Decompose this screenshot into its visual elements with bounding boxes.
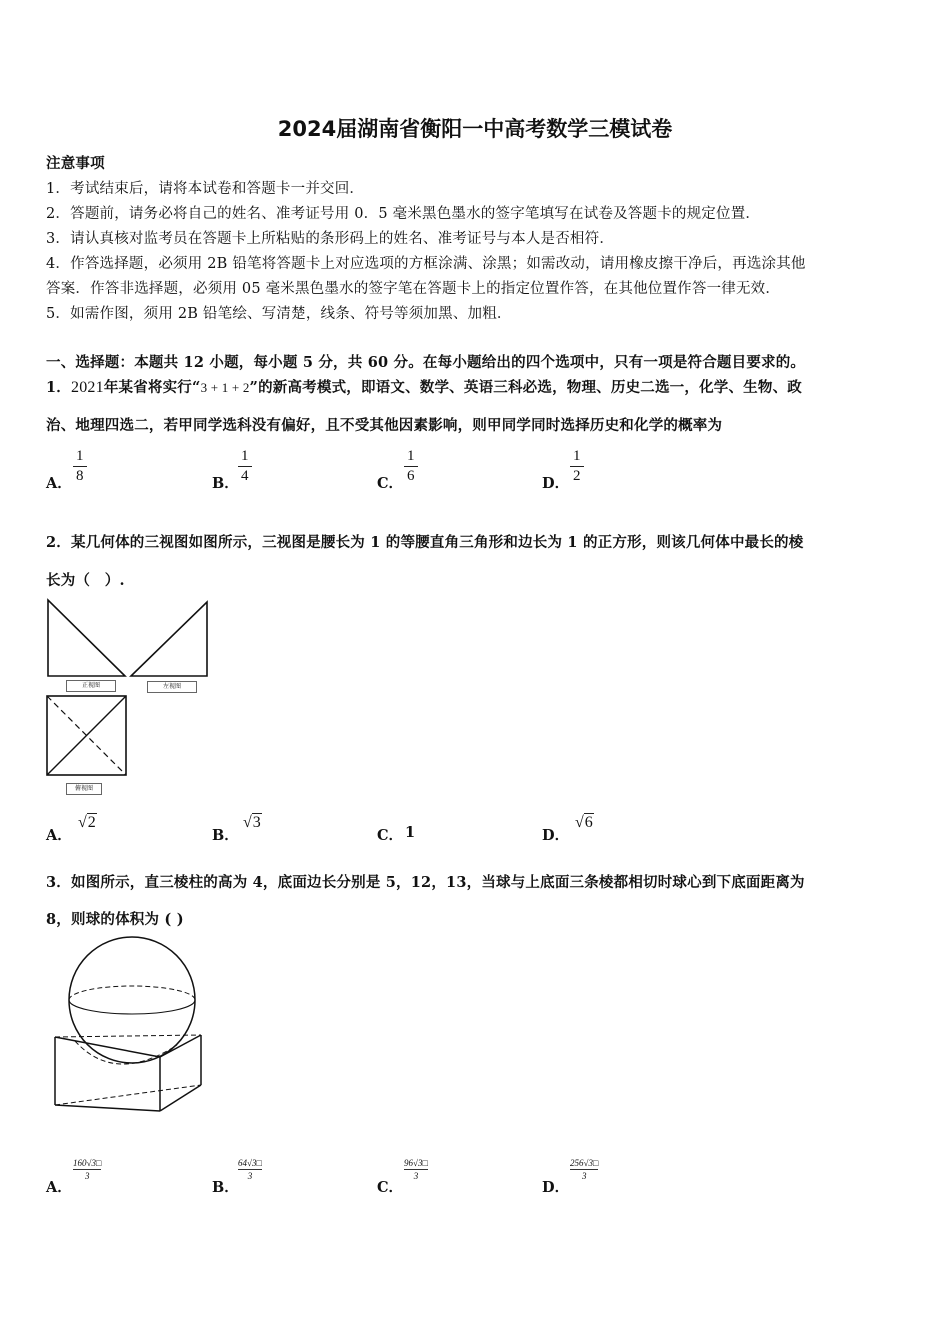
sphere-equator-back xyxy=(69,986,195,1000)
q3-option-d-label[interactable]: D． xyxy=(542,1179,570,1196)
q2-line2: 长为（ ）. xyxy=(46,572,125,589)
q1-formula: 3 + 1 + 2 xyxy=(200,380,250,395)
q3-option-c-num: 96√3□ xyxy=(404,1158,428,1168)
q3-option-b-den: 3 xyxy=(247,1171,253,1181)
q1-text-a: 年某省将实行“ xyxy=(103,379,201,396)
prism-sphere-diagram xyxy=(45,935,215,1115)
q1-option-a-label[interactable]: A． xyxy=(46,475,72,492)
q3-option-c-fraction xyxy=(404,1158,428,1181)
q3-option-b-label[interactable]: B． xyxy=(212,1179,239,1196)
q3-option-c-label[interactable]: C． xyxy=(377,1179,404,1196)
q1-option-a-den: 8 xyxy=(76,468,84,484)
q2-option-a-value: √2 xyxy=(78,814,96,831)
side-view-triangle xyxy=(131,602,207,676)
q1-option-b-fraction xyxy=(238,448,252,485)
q3-line1: 3．如图所示，直三棱柱的高为 4，底面边长分别是 5，12，13，当球与上底面三条棱都相切时球心到下底面距离为 xyxy=(46,874,805,891)
q2-option-d-label[interactable]: D． xyxy=(542,827,570,844)
sphere-outline xyxy=(69,937,195,1063)
q1-text-b: ”的新高考模式，即语文、数学、英语三科必选，物理、历史二选一，化学、生物、政 xyxy=(249,379,802,396)
q3-option-d-fraction xyxy=(570,1158,598,1181)
q2-option-b-label[interactable]: B． xyxy=(212,827,239,844)
q3-option-a-label[interactable]: A． xyxy=(46,1179,72,1196)
page-title: 2024届湖南省衡阳一中高考数学三模试卷 xyxy=(277,117,673,141)
notice-item-2: 2．答题前，请务必将自己的姓名、准考证号用 0．5 毫米黑色墨水的签字笔填写在试卷及答题卡的规定位置． xyxy=(46,206,761,222)
front-view-label: 正视图 xyxy=(66,680,116,692)
notice-item-3: 3．请认真核对监考员在答题卡上所粘贴的条形码上的姓名、准考证号与本人是否相符． xyxy=(46,231,615,247)
q1-option-c-label[interactable]: C． xyxy=(377,475,404,492)
q3-option-d-den: 3 xyxy=(581,1171,587,1181)
q1-option-b-den: 4 xyxy=(241,468,249,484)
notice-item-5: 5．如需作图，须用 2B 铅笔绘、写清楚，线条、符号等须加黑、加粗． xyxy=(46,306,512,322)
q3-line2: 8，则球的体积为 ( ) xyxy=(46,911,184,928)
q2-option-c-value: 1 xyxy=(405,824,416,841)
q2-line1: 2．某几何体的三视图如图所示，三视图是腰长为 1 的等腰直角三角形和边长为 1 的正方形，则该几何体中最长的棱 xyxy=(46,534,804,551)
q1-option-a-num: 1 xyxy=(76,448,84,464)
q3-option-a-fraction xyxy=(73,1158,101,1181)
sphere-equator-front xyxy=(69,1000,195,1014)
q3-option-a-num: 160√3□ xyxy=(73,1158,102,1168)
q3-option-d-num: 256√3□ xyxy=(570,1158,599,1168)
q3-option-b-fraction xyxy=(238,1158,262,1181)
q1-option-b-label[interactable]: B． xyxy=(212,475,239,492)
prism-top-back-edge xyxy=(55,1035,201,1037)
q2-option-c-label[interactable]: C． xyxy=(377,827,404,844)
q3-option-b-num: 64√3□ xyxy=(238,1158,262,1168)
q1-option-c-den: 6 xyxy=(407,468,415,484)
q1-line1 xyxy=(46,376,802,397)
notice-item-4-cont: 答案．作答非选择题，必须用 05 毫米黑色墨水的签字笔在答题卡上的指定位置作答，在其他位置作答一律无效． xyxy=(46,281,781,297)
front-view-triangle xyxy=(48,600,125,676)
q1-line2: 治、地理四选二，若甲同学选科没有偏好，且不受其他因素影响，则甲同学同时选择历史和化学的概率为 xyxy=(46,417,723,434)
q1-option-c-num: 1 xyxy=(407,448,415,464)
q1-option-d-fraction xyxy=(570,448,584,485)
side-view-label: 左视图 xyxy=(147,681,197,693)
notice-item-1: 1．考试结束后，请将本试卷和答题卡一并交回． xyxy=(46,181,365,197)
prism-bottom-back-edge xyxy=(55,1085,201,1105)
q1-option-d-num: 1 xyxy=(573,448,581,464)
prism-top-front-edge xyxy=(55,1037,160,1057)
q1-option-d-label[interactable]: D． xyxy=(542,475,570,492)
q1-number: 1． xyxy=(46,379,71,396)
q1-option-c-fraction xyxy=(404,448,418,485)
prism-bottom-right-edge xyxy=(160,1085,201,1111)
prism-top-right-edge xyxy=(160,1035,201,1057)
notice-item-4: 4．作答选择题，必须用 2B 铅笔将答题卡上对应选项的方框涂满、涂黑；如需改动，请用橡皮擦干净后，再选涂其他 xyxy=(46,256,806,272)
q2-option-d-value: √6 xyxy=(575,814,593,831)
q2-option-a-label[interactable]: A． xyxy=(46,827,72,844)
notice-heading: 注意事项 xyxy=(46,155,105,172)
three-view-diagram xyxy=(40,595,220,805)
q3-option-c-den: 3 xyxy=(413,1171,419,1181)
q1-option-d-den: 2 xyxy=(573,468,581,484)
q1-option-b-num: 1 xyxy=(241,448,249,464)
q1-option-a-fraction xyxy=(73,448,87,485)
section-heading: 一、选择题：本题共 12 小题，每小题 5 分，共 60 分。在每小题给出的四个选项中，只有一项是符合题目要求的。 xyxy=(46,354,806,371)
top-view-label: 俯视图 xyxy=(66,783,102,795)
q1-year: 2021 xyxy=(71,379,104,396)
prism-bottom-front-edge xyxy=(55,1105,160,1111)
q2-option-b-value: √3 xyxy=(243,814,261,831)
q3-option-a-den: 3 xyxy=(84,1171,90,1181)
